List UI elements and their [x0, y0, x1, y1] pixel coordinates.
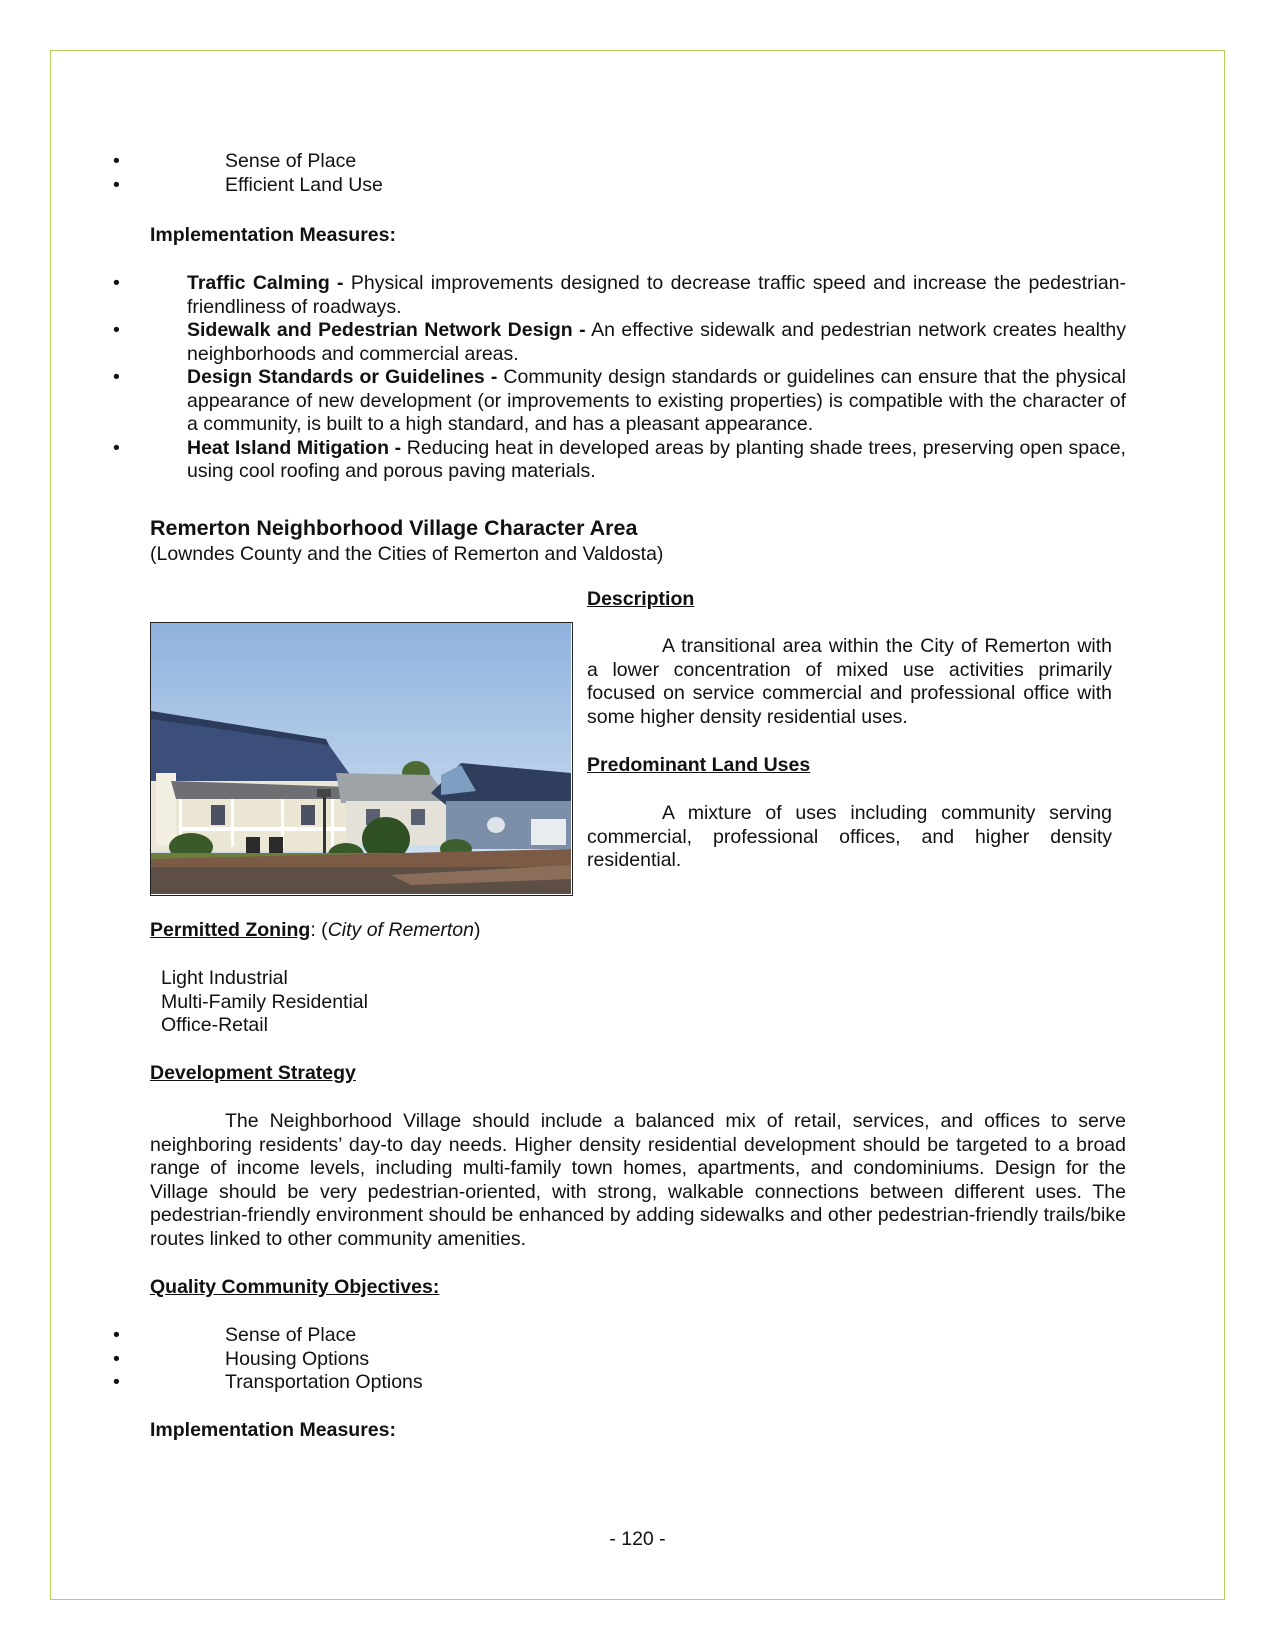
- implementation-heading-2: Implementation Measures:: [150, 1419, 396, 1441]
- list-item: Office-Retail: [161, 1014, 268, 1036]
- area-title: Remerton Neighborhood Village Character Area: [150, 516, 638, 540]
- list-item: • Housing Options: [113, 1347, 370, 1370]
- list-item: • Design Standards or Guidelines - Community design standards or guidelines can ensure that the physical appearance of new development (or improvements to existing properties) is compatible with the character of a community, is built to a high standard, and has a pleasant appearance.: [113, 366, 1127, 435]
- list-item: • Traffic Calming - Physical improvements designed to decrease traffic speed and increase the pedestrian-friendliness of roadways.: [113, 272, 1127, 318]
- list-item: Multi-Family Residential: [161, 990, 368, 1013]
- implementation-measures-list: [113, 272, 1127, 484]
- description-heading: Description: [587, 588, 695, 610]
- list-item: • Sense of Place: [113, 150, 357, 172]
- strategy-text: The Neighborhood Village should include a balanced mix of retail, services, and offices to serve neighboring residents’ day-to day needs. Higher density residential development should be targeted to a broad range of income levels, including multi-family town homes, apartments, and condominiums. Design for the Village should be very pedestrian-oriented, with strong, walkable connections between different uses. The pedestrian-friendly environment should be enhanced by adding sidewalks and other pedestrian-friendly trails/bike routes linked to other community amenities.: [150, 1110, 1126, 1250]
- implementation-heading-1: Implementation Measures:: [150, 224, 396, 246]
- strategy-heading: Development Strategy: [150, 1062, 356, 1084]
- zoning-list: [161, 967, 368, 1038]
- description-text: A transitional area within the City of Remerton with a lower concentration of mixed use activities primarily focused on service commercial and professional office with some higher density residential uses.: [587, 635, 1112, 728]
- list-item: • Sense of Place: [113, 1324, 357, 1346]
- land-uses-heading: Predominant Land Uses: [587, 754, 811, 776]
- list-item: Light Industrial: [161, 967, 288, 989]
- list-item: • Heat Island Mitigation - Reducing heat in developed areas by planting shade trees, preserving open space, using cool roofing and porous paving materials.: [113, 436, 1126, 482]
- top-objectives-list: [113, 150, 1050, 197]
- list-item: • Sidewalk and Pedestrian Network Design - An effective sidewalk and pedestrian network creates healthy neighborhoods and commercial areas.: [113, 319, 1126, 365]
- area-subtitle: (Lowndes County and the Cities of Remerton and Valdosta): [150, 543, 664, 565]
- objectives-heading: Quality Community Objectives:: [150, 1276, 440, 1298]
- list-item: • Transportation Options: [113, 1371, 423, 1393]
- list-item: • Efficient Land Use: [113, 173, 383, 196]
- neighborhood-photo: [150, 622, 573, 896]
- objectives-list: [113, 1324, 1050, 1395]
- page-number: - 120 -: [609, 1528, 666, 1550]
- land-uses-text: A mixture of uses including community serving commercial, professional offices, and higher density residential.: [587, 802, 1112, 871]
- permitted-zoning-line: Permitted Zoning: (City of Remerton): [150, 919, 481, 941]
